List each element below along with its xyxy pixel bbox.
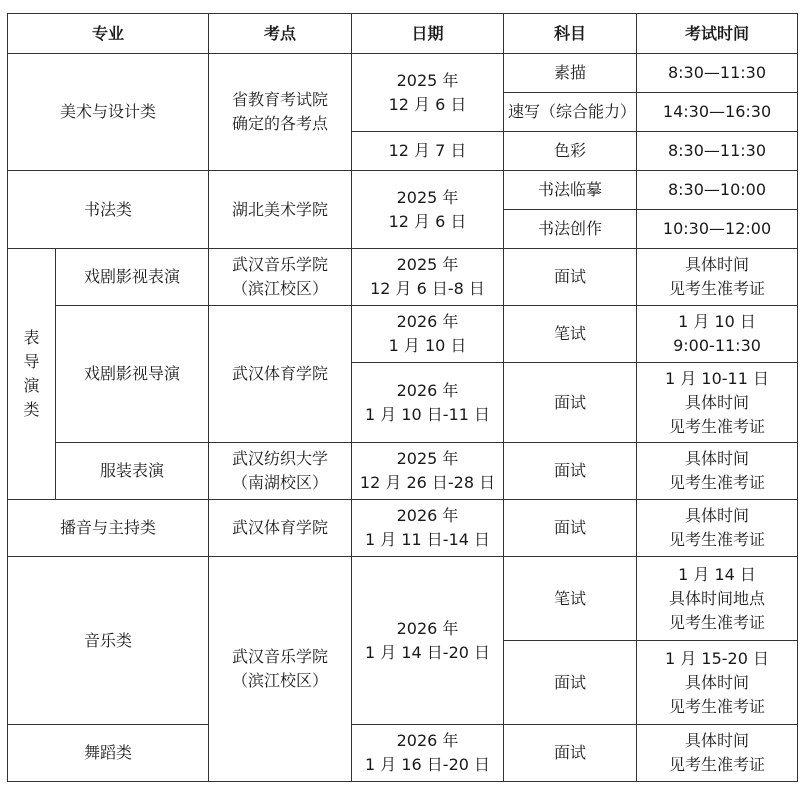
subject-cell: 面试 — [504, 443, 637, 500]
venue-cell: 武汉音乐学院 （滨江校区） — [209, 249, 352, 306]
major-cell: 戏剧影视导演 — [56, 306, 209, 443]
table-row — [8, 500, 798, 557]
header-subject: 科目 — [504, 14, 637, 54]
time-cell: 8:30—10:00 — [637, 171, 798, 210]
subject-cell: 素描 — [504, 54, 637, 93]
date-cell: 2025 年 12 月 6 日 — [352, 54, 504, 132]
date-cell: 2025 年 12 月 26 日-28 日 — [352, 443, 504, 500]
subject-cell: 面试 — [504, 725, 637, 782]
venue-cell: 武汉音乐学院 （滨江校区） — [209, 557, 352, 782]
major-cell: 舞蹈类 — [8, 725, 209, 782]
date-cell: 2026 年 1 月 16 日-20 日 — [352, 725, 504, 782]
subject-cell: 面试 — [504, 500, 637, 557]
venue-cell: 湖北美术学院 — [209, 171, 352, 249]
major-cell: 书法类 — [8, 171, 209, 249]
subject-cell: 色彩 — [504, 132, 637, 171]
date-cell: 2025 年 12 月 6 日-8 日 — [352, 249, 504, 306]
subject-cell: 面试 — [504, 363, 637, 443]
table-row — [8, 557, 798, 641]
table-row — [8, 249, 798, 306]
time-cell: 14:30—16:30 — [637, 93, 798, 132]
subject-cell: 面试 — [504, 249, 637, 306]
header-venue: 考点 — [209, 14, 352, 54]
date-cell: 2026 年 1 月 11 日-14 日 — [352, 500, 504, 557]
time-cell: 8:30—11:30 — [637, 54, 798, 93]
header-exam-time: 考试时间 — [637, 14, 798, 54]
table-header-row — [8, 14, 798, 54]
subject-cell: 书法创作 — [504, 210, 637, 249]
subject-cell: 面试 — [504, 641, 637, 725]
major-cell: 播音与主持类 — [8, 500, 209, 557]
venue-cell: 武汉体育学院 — [209, 306, 352, 443]
group-cell-performance: 表 导 演 类 — [8, 249, 56, 500]
table-row — [8, 443, 798, 500]
venue-cell: 武汉体育学院 — [209, 500, 352, 557]
venue-cell: 武汉纺织大学 （南湖校区） — [209, 443, 352, 500]
table-row — [8, 725, 798, 782]
date-cell: 2026 年 1 月 14 日-20 日 — [352, 557, 504, 725]
table-row — [8, 306, 798, 363]
time-cell: 8:30—11:30 — [637, 132, 798, 171]
major-cell: 服装表演 — [56, 443, 209, 500]
subject-cell: 笔试 — [504, 557, 637, 641]
date-cell: 2026 年 1 月 10 日 — [352, 306, 504, 363]
date-cell: 2025 年 12 月 6 日 — [352, 171, 504, 249]
header-major: 专业 — [8, 14, 209, 54]
date-cell: 2026 年 1 月 10 日-11 日 — [352, 363, 504, 443]
table-row — [8, 171, 798, 210]
exam-schedule-table — [7, 13, 798, 782]
subject-cell: 书法临摹 — [504, 171, 637, 210]
time-cell: 1 月 14 日 具体时间地点 见考生准考证 — [637, 557, 798, 641]
time-cell: 1 月 10 日 9:00-11:30 — [637, 306, 798, 363]
major-cell: 美术与设计类 — [8, 54, 209, 171]
header-date: 日期 — [352, 14, 504, 54]
subject-cell: 速写（综合能力） — [504, 93, 637, 132]
time-cell: 1 月 15-20 日 具体时间 见考生准考证 — [637, 641, 798, 725]
subject-cell: 笔试 — [504, 306, 637, 363]
time-cell: 具体时间 见考生准考证 — [637, 443, 798, 500]
time-cell: 具体时间 见考生准考证 — [637, 725, 798, 782]
time-cell: 1 月 10-11 日 具体时间 见考生准考证 — [637, 363, 798, 443]
time-cell: 10:30—12:00 — [637, 210, 798, 249]
major-cell: 戏剧影视表演 — [56, 249, 209, 306]
venue-cell: 省教育考试院 确定的各考点 — [209, 54, 352, 171]
date-cell: 12 月 7 日 — [352, 132, 504, 171]
table-row — [8, 54, 798, 93]
time-cell: 具体时间 见考生准考证 — [637, 249, 798, 306]
major-cell: 音乐类 — [8, 557, 209, 725]
time-cell: 具体时间 见考生准考证 — [637, 500, 798, 557]
